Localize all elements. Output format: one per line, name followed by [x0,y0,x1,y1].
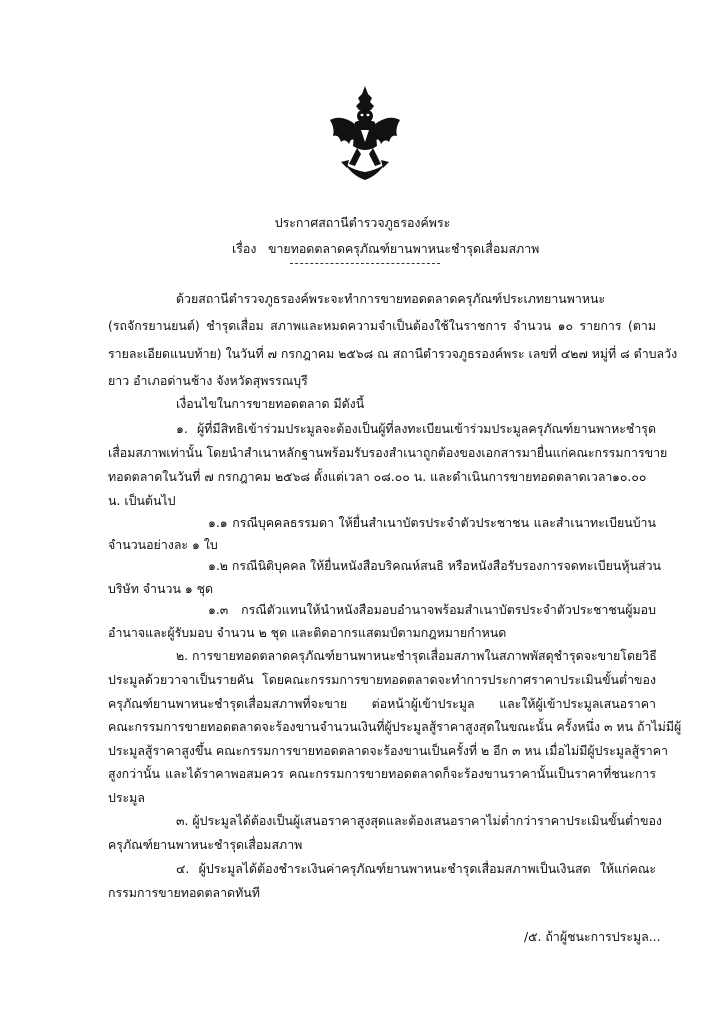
item-2-line: ครุภัณฑ์ยานพาหนะชำรุดเสื่อมสภาพที่จะขาย ต่อหน้าผู้เข้าประมูล และให้ผู้เข้าประมูลเสนอราคา [108,696,656,711]
item-1-3-line: อำนาจและผู้รับมอบ จำนวน ๒ ชุด และติดอากรแสตมป์ตามกฎหมายกำหนด [108,625,507,640]
subject-label: เรื่อง [232,241,257,256]
item-2-line: ๒. การขายทอดตลาดครุภัณฑ์ยานพาหนะชำรุดเสื่อมสภาพในสภาพพัสดุชำรุดจะขายโดยวิธี [176,648,657,663]
item-2-line: ประมูลด้วยวาจาเป็นรายคัน โดยคณะกรรมการขายทอดตลาดจะทำการประกาศราคาประเมินขั้นต่ำของ [108,672,656,687]
item-1-2-line: ๑.๒ กรณีนิติบุคคล ให้ยื่นหนังสือบริคณห์สนธิ หรือหนังสือรับรองการจดทะเบียนหุ้นส่วน [208,558,662,573]
item-1-line: ๑. ผู้ที่มีสิทธิเข้าร่วมประมูลจะต้องเป็นผู้ที่ลงทะเบียนเข้าร่วมประมูลครุภัณฑ์ยานพาหะชำรุด [176,421,656,436]
item-2-line: ประมูล [108,790,145,805]
item-2-line: ประมูลสู้ราคาสูงขึ้น คณะกรรมการขายทอดตลาดจะร้องขานเป็นครั้งที่ ๒ อีก ๓ หน เมื่อไม่มีผู้ประมูลสู้ราคา [108,743,669,758]
announcement-title: ประกาศสถานีตำรวจภูธรองค์พระ [274,215,451,230]
item-1-line: ทอดตลาดในวันที่ ๗ กรกฎาคม ๒๕๖๘ ตั้งแต่เวลา ๐๘.๐๐ น. และดำเนินการขายทอดตลาดเวลา [108,469,613,484]
item-3-line: ครุภัณฑ์ยานพาหนะชำรุดเสื่อมสภาพ [108,837,303,852]
intro-line: (รถจักรยานยนต์) ชำรุดเสื่อม สภาพและหมดความจำเป็นต้องใช้ในราชการ จำนวน ๑๐ รายการ (ตาม [108,318,656,333]
item-1-1-line: จำนวนอย่างละ ๑ ใบ [108,537,218,552]
item-2-line: สูงกว่านั้น และได้ราคาพอสมควร คณะกรรมการขายทอดตลาดก็จะร้องขานราคานั้นเป็นราคาที่ชนะการ [108,766,656,781]
intro-line: รายละเอียดแนบท้าย) ในวันที่ ๗ กรกฎาคม ๒๕๖๘ ณ สถานีตำรวจภูธรองค์พระ เลขที่ ๔๒๗ หมู่ที่ ๘ ตำบลวัง [108,346,678,361]
item-1-line: เสื่อมสภาพเท่านั้น โดยนำสำเนาหลักฐานพร้อมรับรองสำเนาถูกต้องของเอกสารมายื่นแก่คณะกรรมการขาย [108,445,668,460]
item-1-1-line: ๑.๑ กรณีบุคคลธรรมดา ให้ยื่นสำเนาบัตรประจำตัวประชาชน และสำเนาทะเบียนบ้าน [208,515,656,530]
item-4-line: กรรมการขายทอดตลาดทันที [108,885,260,900]
item-1-3-line: ๑.๓ กรณีตัวแทนให้นำหนังสือมอบอำนาจพร้อมสำเนาบัตรประจำตัวประชาชนผู้มอบ [208,602,656,617]
title-divider [290,263,440,264]
item-2-line: คณะกรรมการขายทอดตลาดจะร้องขานจำนวนเงินที่ผู้ประมูลสู้ราคาสูงสุดในขณะนั้น ครั้งหนึ่ง ๓ หน ถ้าไม่มีผู้ [108,719,682,734]
item-3-line: ๓. ผู้ประมูลได้ต้องเป็นผู้เสนอราคาสูงสุดและต้องเสนอราคาไม่ต่ำกว่าราคาประเมินขั้นต่ำของ [176,813,662,828]
subject-text: ขายทอดตลาดครุภัณฑ์ยานพาหนะชำรุดเสื่อมสภาพ [268,241,540,256]
intro-line: ยาว อำเภอด่านช้าง จังหวัดสุพรรณบุรี [108,373,308,388]
garuda-emblem-icon [327,84,403,182]
item-1-2-line: บริษัท จำนวน ๑ ชุด [108,581,214,596]
intro-line: ด้วยสถานีตำรวจภูธรองค์พระจะทำการขายทอดตลาดครุภัณฑ์ประเภทยานพาหนะ [176,291,606,306]
item-1-time: ๑๐.๐๐ [612,469,647,484]
conditions-heading: เงื่อนไขในการขายทอดตลาด มีดังนี้ [176,396,365,411]
item-4-line: ๔. ผู้ประมูลได้ต้องชำระเงินค่าครุภัณฑ์ยานพาหนะชำรุดเสื่อมสภาพเป็นเงินสด ให้แก่คณะ [176,861,656,876]
item-1-line: น. เป็นต้นไป [108,493,176,508]
continuation-note: /๕. ถ้าผู้ชนะการประมูล... [524,929,661,944]
